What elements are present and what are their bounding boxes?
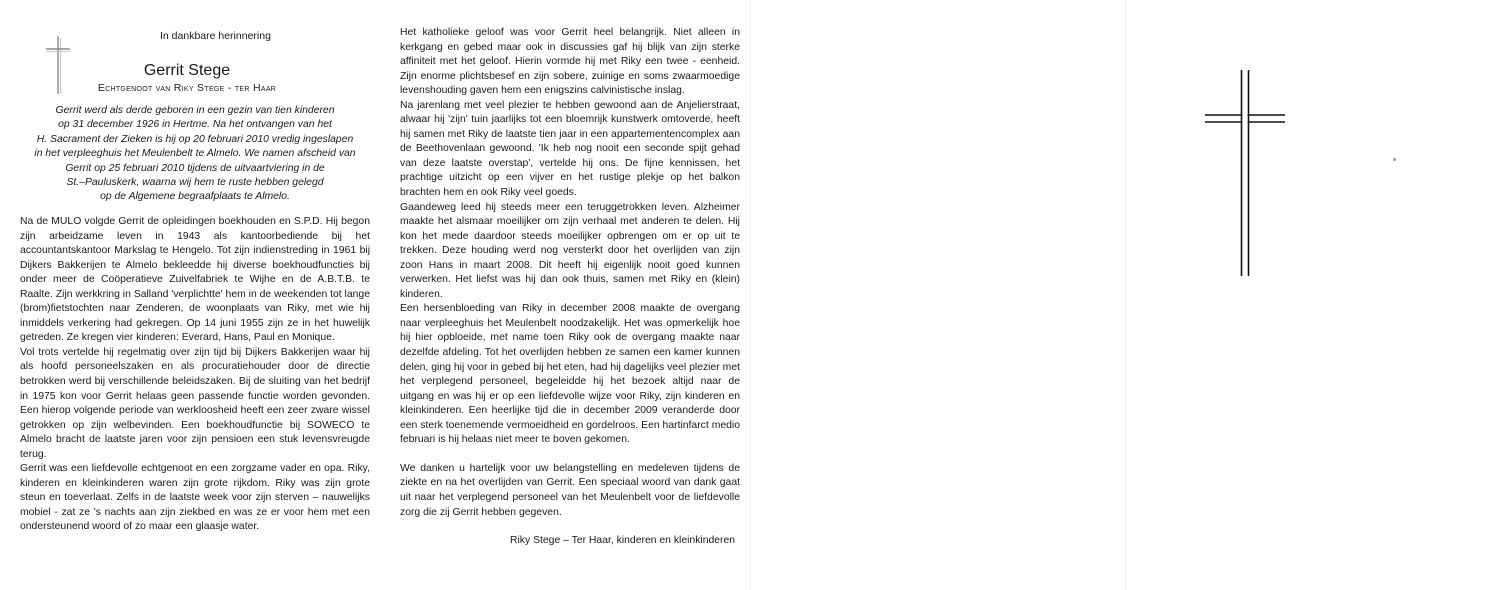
intro-line: Gerrit werd als derde geboren in een gezin van tien kinderen <box>55 105 335 116</box>
intro-line: H. Sacrament der Zieken is hij op 20 februari 2010 vredig ingeslapen <box>36 133 354 145</box>
biography-paragraph: Een hersenbloeding van Riky in december 2008 maakte de overgang naar verpleeghuis het Meulenbelt noodzakelijk. Het was opmerkelijk hoe hij hier opbloeide, met name toen Riky ook de overgang maakte naar dezelfde afdeling. Tot het overlijden hebben ze samen een kamer kunnen delen, ging hij voor in gebed bij het eten, had hij dagelijks veel plezier met het verplegend personeel, begeleidde hij het bezoek altijd naar de uitgang en was hij er op een liefdevolle wijze voor Riky, zijn kinderen en kleinkinderen. Een heerlijke tijd die in december 2009 veranderde door een sterk toenemende vermoeidheid en gordelroos. Een hartinfarct medio februari is hij helaas niet meer te boven gekomen. <box>400 303 740 446</box>
biography-paragraph: Na de MULO volgde Gerrit de opleidingen boekhouden en S.P.D. Hij begon zijn arbeidzame leven in 1943 als kantoorbediende bij het accountantskantoor Markslag te Hengelo. Tot zijn indienstreding in 1961 bij Dijkers Bakkerijen te Almelo bekleedde hij diverse boekhoudfuncties bij onder meer de Coöperatieve Zuivelfabriek te Wijhe en de A.B.T.B. te Raalte. Zijn werkkring in Salland 'verplichtte' hem in de weekenden tot lange (brom)fietstochten naar Zenderen, de woonplaats van Riky, met wie hij inmiddels verkering had gekregen. Op 14 juni 1955 zijn ze in het huwelijk getreden. Ze kregen vier kinderen: Everard, Hans, Paul en Monique. <box>20 216 370 344</box>
center-fold <box>750 0 751 590</box>
cover-fold <box>1125 0 1126 590</box>
left-biography <box>20 215 370 535</box>
intro-line: op de Algemene begraafplaats te Almelo. <box>100 191 290 203</box>
signature: Riky Stege – Ter Haar, kinderen en kleinkinderen <box>510 535 736 546</box>
double-line-cross-icon <box>1205 70 1285 276</box>
spouse-line: Echtgenoot van Riky Stege - ter Haar <box>97 82 277 94</box>
paper-speck <box>1393 158 1396 161</box>
right-biography <box>400 26 740 520</box>
thanks-paragraph: We danken u hartelijk voor uw belangstelling en medeleven tijdens de ziekte en na het overlijden van Gerrit. Een speciaal woord van dank gaat uit naar het verplegend personeel van het Meulenbelt voor de liefdevolle zorg die zij Gerrit hebben gegeven. <box>400 462 740 518</box>
intro-line: St.–Pauluskerk, waarna wij hem te ruste hebben gelegd <box>66 177 324 189</box>
back-panel <box>750 0 1125 590</box>
biography-paragraph: Gaandeweg leed hij steeds meer een teruggetrokken leven. Alzheimer maakte het alsmaar moeilijker om zijn verhaal met anderen te delen. Hij kon het mede daardoor steeds moeilijker opbrengen om er op uit te trekken. Deze houding werd nog versterkt door het overlijden van zijn zoon Hans in maart 2008. Dit heeft hij eigenlijk nooit goed kunnen verwerken. Het liefst was hij dan ook thuis, samen met Riky en (klein) kinderen. <box>400 201 740 300</box>
biography-paragraph: Na jarenlang met veel plezier te hebben gewoond aan de Anjelierstraat, alwaar hij 'zijn' tuin jaarlijks tot een bloemrijk kunstwerk omtoverde, heeft hij samen met Riky de laatste tien jaar in een appartementencomplex aan de Beethovenlaan gewoond. 'Ik heb nog nooit een seconde spijt gehad van deze laatste overstap', vertelde hij ons. De fijne kennissen, het prachtige uitzicht op een vijver en het rustige plekje op het balkon brachten hem en ook Riky veel goeds. <box>400 99 740 199</box>
intro-line: op 31 december 1926 in Hertme. Na het ontvangen van het <box>58 119 332 131</box>
intro-paragraph <box>20 104 370 205</box>
biography-paragraph: Het katholieke geloof was voor Gerrit heel belangrijk. Niet alleen in kerkgang en gebed maar ook in discussies gaf hij blijk van zijn sterke affiniteit met het geloof. Hierin vormde hij met Riky een twee - eenheid. Zijn enorme plichtsbesef en zijn sobere, zuinige en soms zwaarmoedige levenshouding gaven hem een enigszins calvinistische inslag. <box>400 27 740 97</box>
card-heading: In dankbare herinnering <box>160 30 271 42</box>
intro-line: in het verpleeghuis het Meulenbelt te Almelo. We namen afscheid van <box>34 148 356 160</box>
intro-line: Gerrit op 25 februari 2010 tijdens de uitvaartviering in de <box>65 162 325 174</box>
biography-paragraph: Vol trots vertelde hij regelmatig over zijn tijd bij Dijkers Bakkerijen waar hij als hoofd personeelszaken en als procuratiehouder door de directie betrokken werd bij verschillende beleidszaken. Bij de sluiting van het bedrijf in 1975 kon voor Gerrit helaas geen passende functie worden gevonden. Een hierop volgende periode van werkloosheid heeft een zeer zware wissel getrokken op zijn welbevinden. Een boekhoudfunctie bij SOWECO te Almelo bracht de laatste jaren voor zijn pensioen een stuk levensvreugde terug. <box>20 346 370 460</box>
deceased-name: Gerrit Stege <box>143 62 231 79</box>
biography-paragraph: Gerrit was een liefdevolle echtgenoot en een zorgzame vader en opa. Riky, kinderen en kleinkinderen waren zijn grote rijkdom. Riky was zijn grote steun en toeverlaat. Zelfs in de laatste week voor zijn sterven – nauwelijks mobiel - zat ze 's nachts aan zijn ziekbed en was ze er voor hem met een ondersteunend woord of zo maar een glaasje water. <box>20 463 370 533</box>
front-cover-panel <box>1125 0 1500 590</box>
